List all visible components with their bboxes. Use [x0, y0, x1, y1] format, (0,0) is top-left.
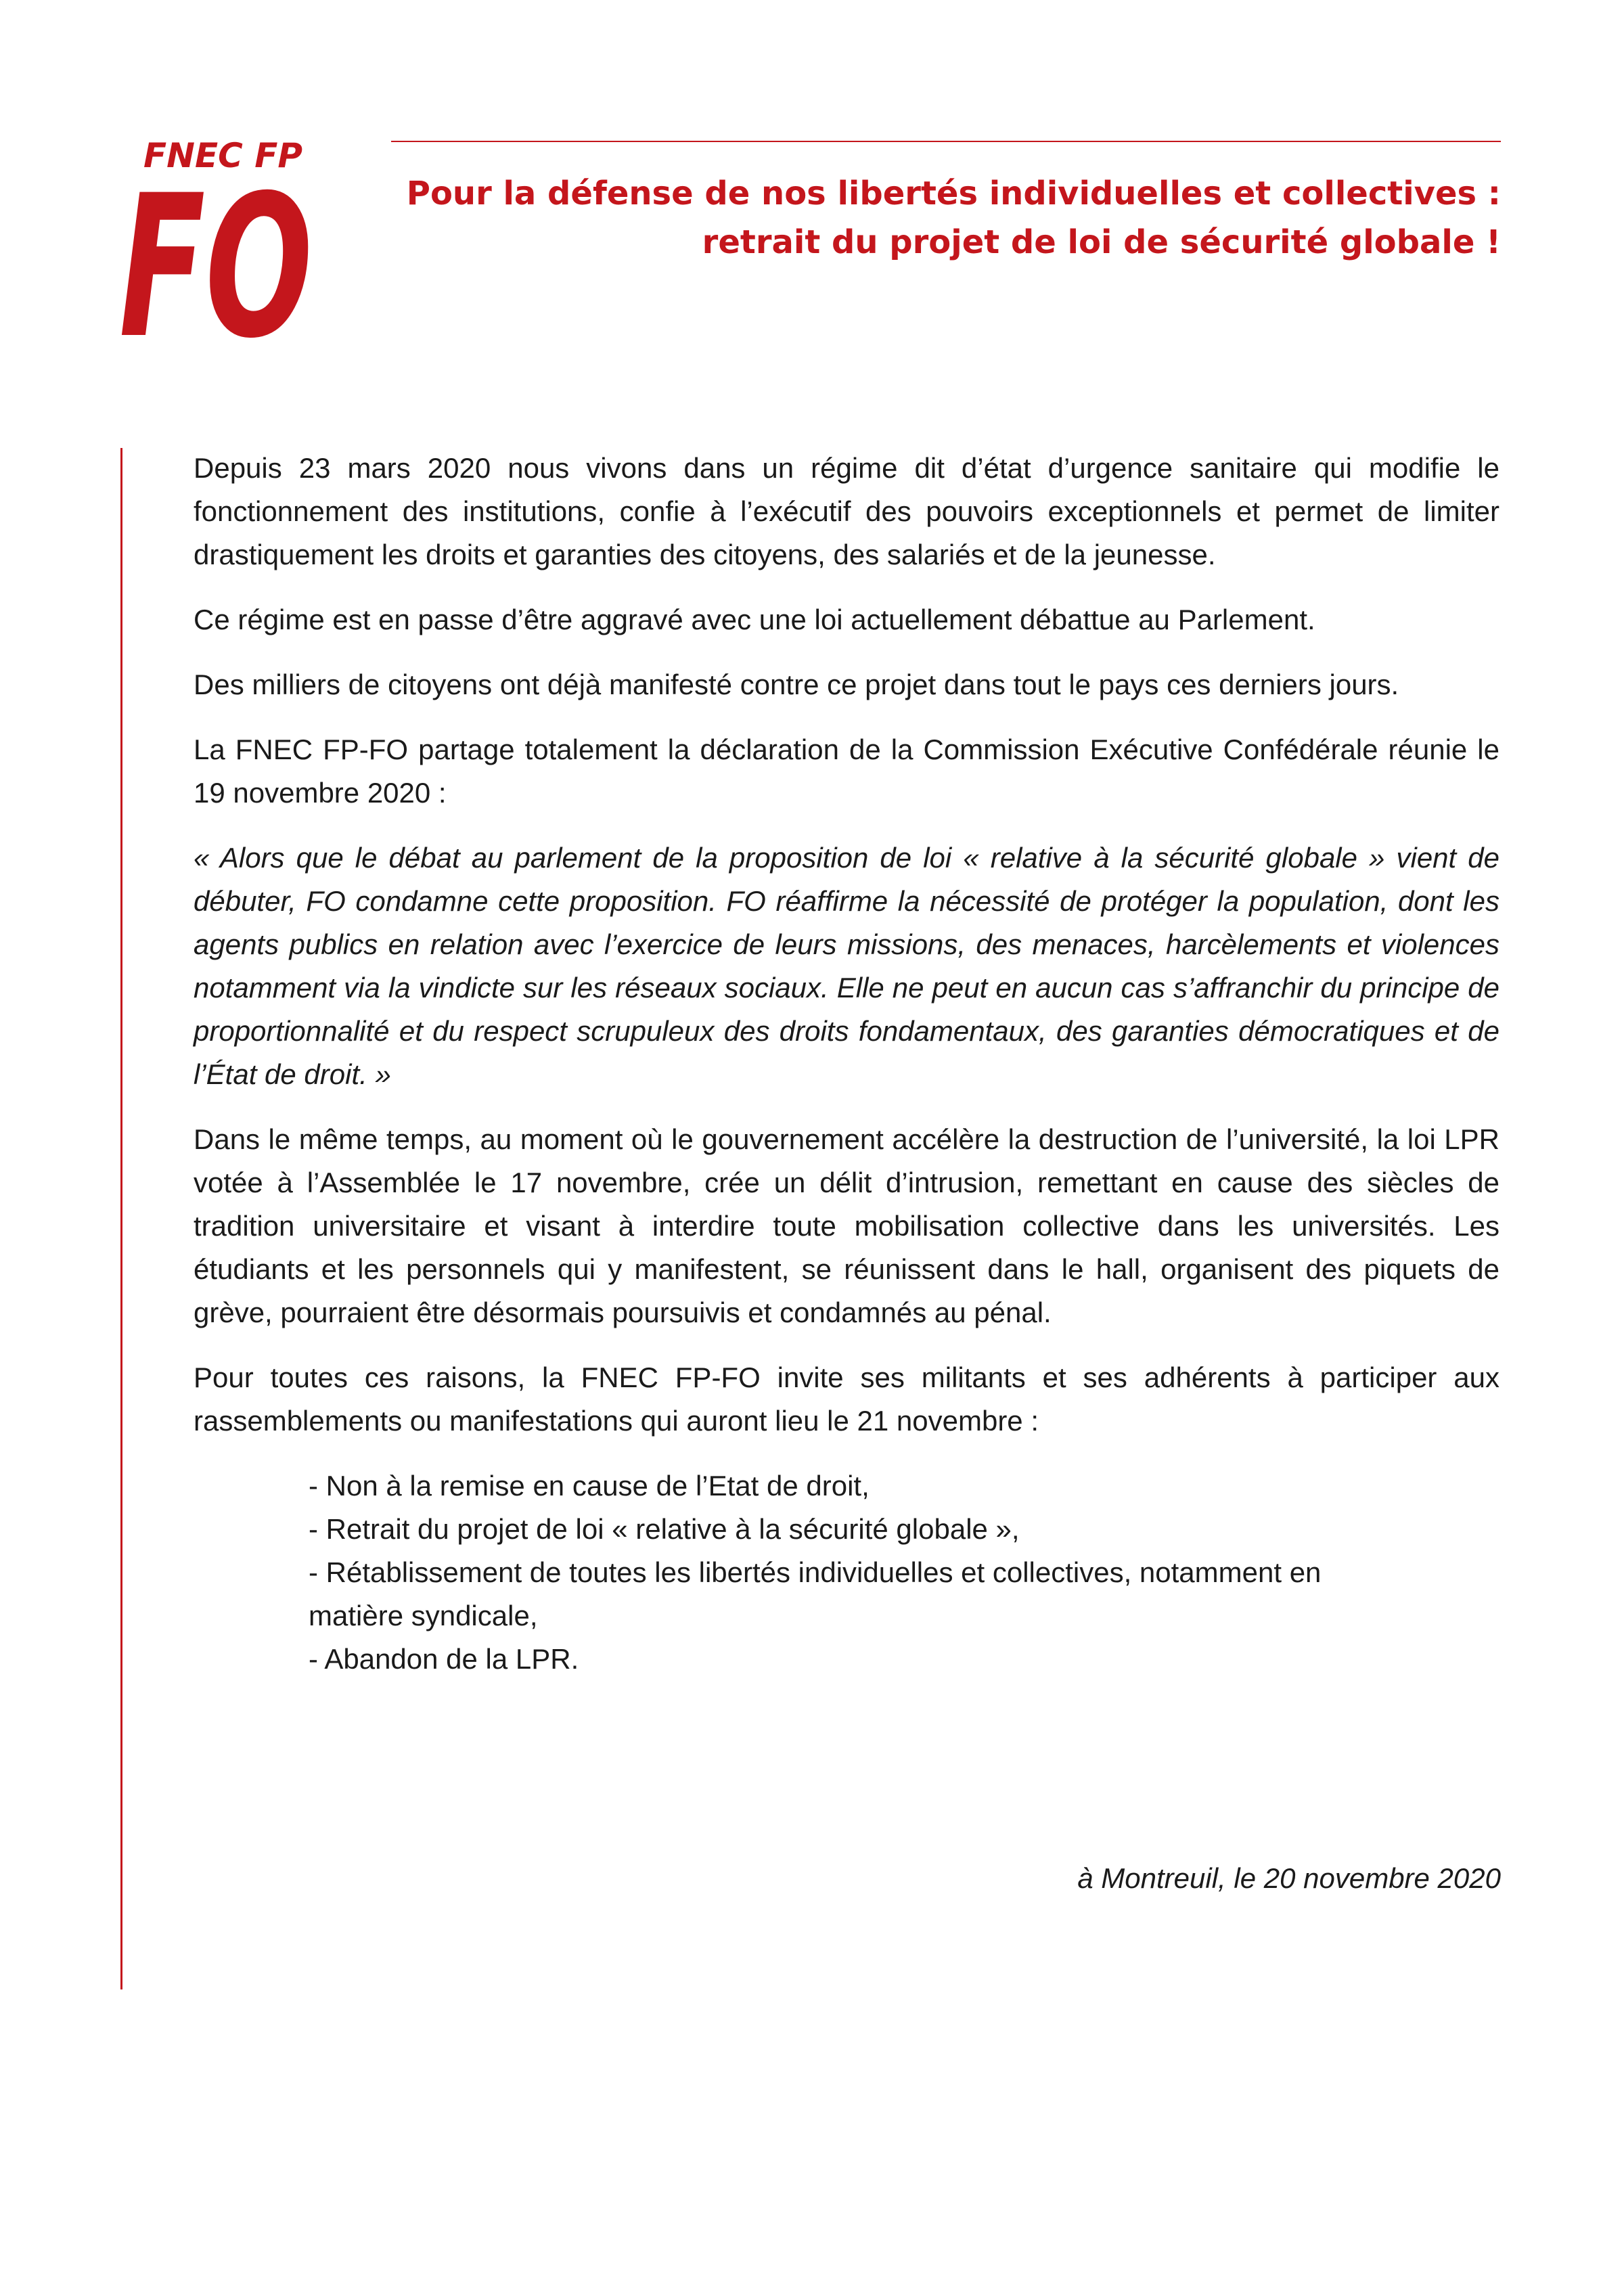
paragraph-call-to-action: Pour toutes ces raisons, la FNEC FP-FO invite ses militants et ses adhérents à participer aux rassemblements ou manifestations qui auront lieu le 21 novembre :: [194, 1361, 1499, 1437]
logo-main-text: FO: [119, 154, 313, 342]
margin-rule: [120, 448, 122, 1989]
paragraph-protests: Des milliers de citoyens ont déjà manifesté contre ce projet dans tout le pays ces derniers jours.: [194, 669, 1399, 700]
paragraph-intro: Depuis 23 mars 2020 nous vivons dans un régime dit d’état d’urgence sanitaire qui modifie le fonctionnement des institutions, confie à l’exécutif des pouvoirs exceptionnels et permet de limiter drastiquement les droits et garanties des citoyens, des salariés et de la jeunesse.: [194, 452, 1499, 570]
document-title: [407, 169, 1501, 267]
list-item: - Rétablissement de toutes les libertés individuelles et collectives, notamment en matière syndicale,: [309, 1556, 1322, 1631]
declaration-quote: « Alors que le débat au parlement de la proposition de loi « relative à la sécurité globale » vient de débuter, FO condamne cette proposition. FO réaffirme la nécessité de protéger la population, dont les agents publics en relation avec l’exercice de leurs missions, des menaces, harcèlements et violences notamment via la vindicte sur les réseaux sociaux. Elle ne peut en aucun cas s’affranchir du principe de proportionnalité et du respect scrupuleux des droits fondamentaux, des garanties démocratiques et de l’État de droit. »: [194, 842, 1499, 1090]
demands-list: [194, 1464, 1499, 1681]
paragraph-regime: Ce régime est en passe d’être aggravé avec une loi actuellement débattue au Parlement.: [194, 604, 1315, 635]
document-body: [194, 447, 1499, 1681]
signature-line: à Montreuil, le 20 novembre 2020: [1077, 1862, 1501, 1894]
logo-top-text: FNEC FP: [143, 139, 303, 175]
header-divider: [391, 141, 1501, 142]
paragraph-lpr: Dans le même temps, au moment où le gouvernement accélère la destruction de l’université, la loi LPR votée à l’Assemblée le 17 novembre, crée un délit d’intrusion, remettant en cause des siècles de tradition universitaire et visant à interdire toute mobilisation collective dans les universités. Les étudiants et les personnels qui y manifestent, se réunissent dans le hall, organisent des piquets de grève, pourraient être désormais poursuivis et condamnés au pénal.: [194, 1123, 1499, 1328]
title-line-2: retrait du projet de loi de sécurité globale !: [702, 223, 1501, 261]
paragraph-declaration: La FNEC FP-FO partage totalement la déclaration de la Commission Exécutive Confédérale réunie le 19 novembre 2020 :: [194, 734, 1499, 809]
list-item: - Non à la remise en cause de l’Etat de droit,: [309, 1470, 870, 1502]
list-item: - Retrait du projet de loi « relative à la sécurité globale »,: [309, 1513, 1020, 1545]
title-line-1: Pour la défense de nos libertés individuelles et collectives :: [406, 175, 1501, 212]
list-item: - Abandon de la LPR.: [309, 1643, 579, 1675]
fnec-fp-fo-logo: [115, 139, 318, 342]
